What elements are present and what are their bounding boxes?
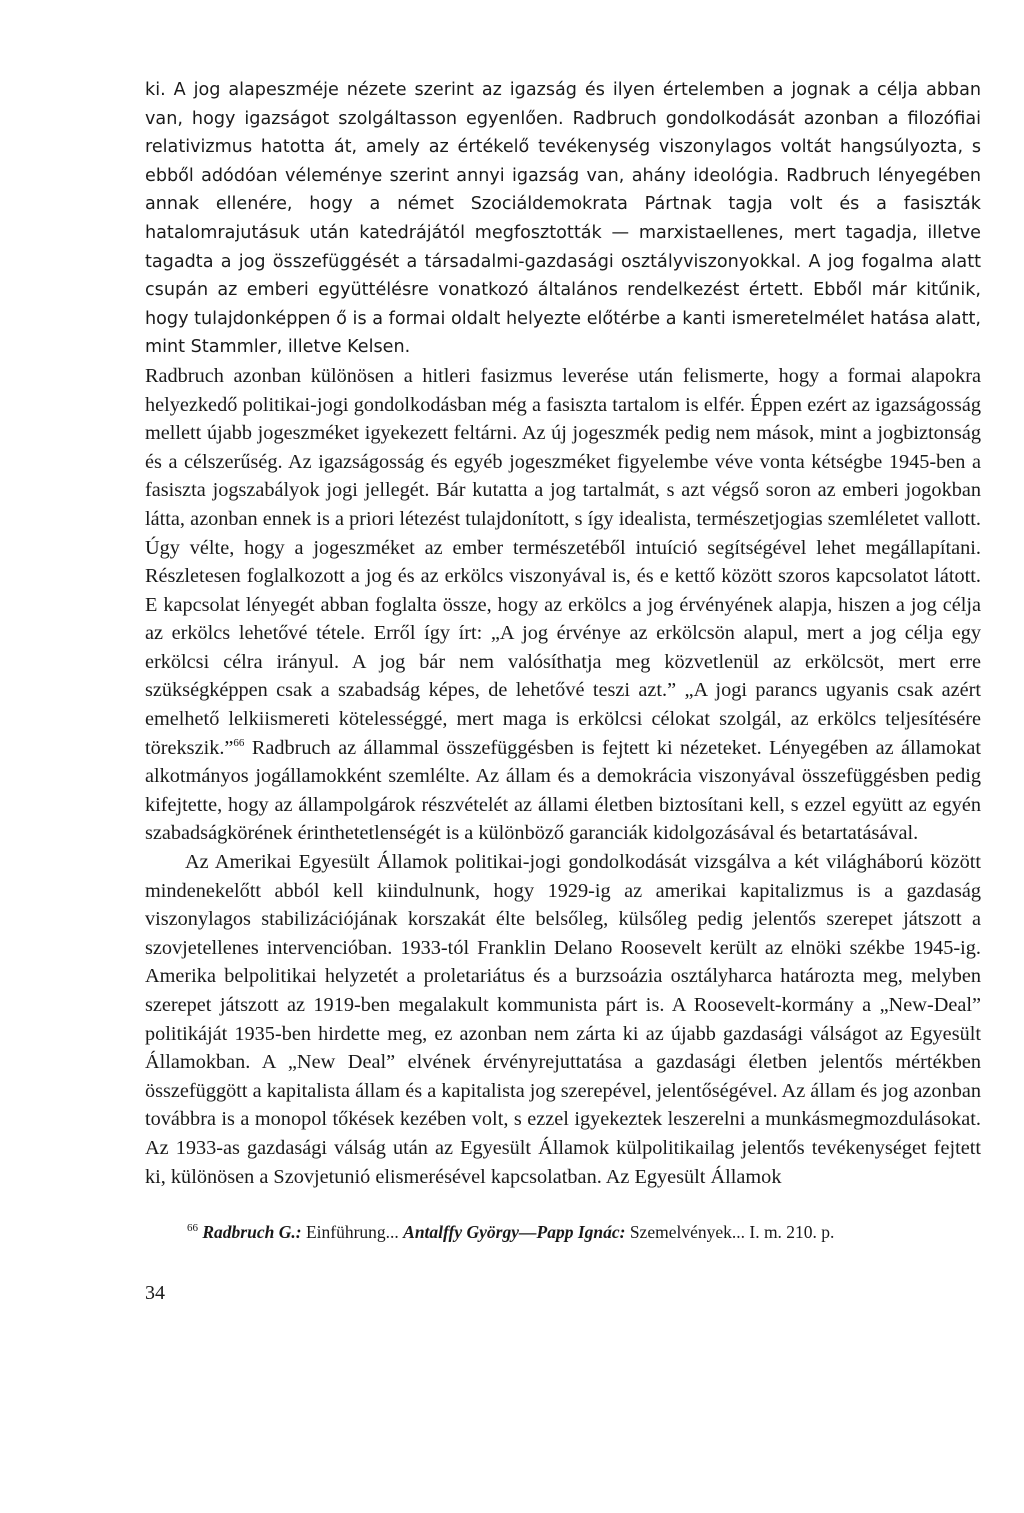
footnote-work: Einführung... bbox=[301, 1222, 404, 1243]
footnote-number: 66 bbox=[187, 1222, 198, 1235]
footnote bbox=[145, 1221, 981, 1244]
footnote-author: Radbruch G.: bbox=[202, 1222, 302, 1243]
page-number: 34 bbox=[145, 1282, 165, 1305]
paragraph-text: Radbruch az állammal összefüggésben is fejtett ki nézeteket. Lényegében az államokat alkotmányos jogállamokként szemlélte. Az állam és a demokrácia viszonyával összefüggésben pedig kifejtette, hogy az állampolgárok részvételét az állami életben biztosítani kell, s ezzel együtt az egyén szabadságkörének érinthetetlenségét is a különböző garanciák kidolgozásával és betartatásával. bbox=[145, 736, 981, 845]
paragraph-text: Radbruch azonban különösen a hitleri fasizmus leverése után felismerte, hogy a formai alapokra helyezkedő politikai-jogi gondolkodásban még a fasiszta tartalom is elfér. Éppen ezért az igazságosság mellett újabb jogeszméket igyekezett feltárni. Az új jogeszmék pedig nem mások, mint a jogbiztonság és a célszerűség. Az igazságosság és egyéb jogeszméket figyelembe véve vonta kétségbe 1945-ben a fasiszta jogszabályok jogi jellegét. Bár kutatta a jog tartalmát, s azt végső soron az emberi jogokban látta, azonban ennek is a priori létezést tulajdonított, s így idealista, természetjogias szemléletet vallott. Úgy vélte, hogy a jogeszméket az ember természetéből intuíció segítségével lehet megállapítani. Részletesen foglalkozott a jog és az erkölcs viszonyával is, és e kettő között szoros kapcsolatot látott. E kapcsolat lényegét abban foglalta össze, hogy az erkölcs a jog érvényének alapja, hiszen a jog célja az erkölcs lehetővé tétele. Erről így írt: „A jog érvénye az erkölcsön alapul, mert a jog célja egy erkölcsi célra irányul. A jog bár nem valósíthatja meg közvetlenül az erkölcsöt, mert erre szükségképpen csak a szabadság képes, de lehetővé teszi azt.” „A jogi parancs ugyanis csak azért emelhető lelkiismereti kötelességgé, mert maga is erkölcsi célokat szolgál, az erkölcs teljesítésére törekszik.” bbox=[145, 364, 981, 759]
paragraph-text: ki. A jog alapeszméje nézete szerint az igazság és ilyen értelemben a jognak a célja abban van, hogy igazságot szolgáltasson egyenlően. Radbruch gondolkodását azonban a filozófiai relativizmus hatotta át, amely az értékelő tevékenység viszonylagos voltát hangsúlyozta, s ebből adódóan véleménye szerint annyi igazság van, ahány ideológia. Radbruch lényegében annak ellenére, hogy a német Szociáldemokrata Pártnak tagja volt és a fasiszták hatalomrajutásuk után katedrájától megfosztották — marxistaellenes, mert tagadja, illetve tagadta a jog összefüggését a társadalmi-gazdasági osztályviszonyokkal. A jog fogalma alatt csupán az emberi együttélésre vonatkozó általános rendelkezést értett. Ebből már kitűnik, hogy tulajdonképpen ő is a formai oldalt helyezte előtérbe a kanti ismeretelmélet hatása alatt, mint Stammler, illetve Kelsen. bbox=[145, 80, 981, 358]
body-paragraph-radbruch bbox=[145, 76, 981, 362]
footnote-tail: Szemelvények... I. m. 210. p. bbox=[625, 1222, 835, 1243]
paragraph-text: Az Amerikai Egyesült Államok politikai-jogi gondolkodását vizsgálva a két világháború között mindenekelőtt abból kell kiindulnunk, hogy 1929-ig az amerikai kapitalizmus is a gazdaság viszonylagos stabilizációjának korszakát élte belsőleg, külsőleg pedig jelentős szerepet játszott a szovjetellenes intervencióban. 1933-tól Franklin Delano Roosevelt került az elnöki székbe 1945-ig. Amerika belpolitikai helyzetét a proletariátus és a burzsoázia osztályharca határozta meg, melyben szerepet játszott az 1919-ben megalakult kommunista párt is. A Roosevelt-kormány a „New-Deal” politikáját 1935-ben hirdette meg, ez azonban nem zárta ki az újabb gazdasági válságot az Egyesült Államokban. A „New Deal” elvének érvényrejuttatása a gazdasági életben jelentős mértékben összefüggött a kapitalista állam és a kapitalista jog szerepével, jelentőségével. Az állam és jog azonban továbbra is a monopol tőkések kezében volt, s ezzel igyekeztek leszerelni a munkásmegmozdulásokat. Az 1933-as gazdasági válság után az Egyesült Államok külpolitikailag jelentős tevékenységet fejtett ki, különösen a Szovjetunió elismerésével kapcsolatban. Az Egyesült Államok bbox=[145, 851, 981, 1188]
document-page bbox=[145, 76, 981, 1305]
footnote-editors: Antalffy György—Papp Ignác: bbox=[403, 1222, 626, 1243]
body-paragraph-radbruch-continued bbox=[145, 362, 981, 848]
body-paragraph-usa bbox=[145, 848, 981, 1191]
footnote-reference[interactable]: 66 bbox=[233, 736, 245, 749]
